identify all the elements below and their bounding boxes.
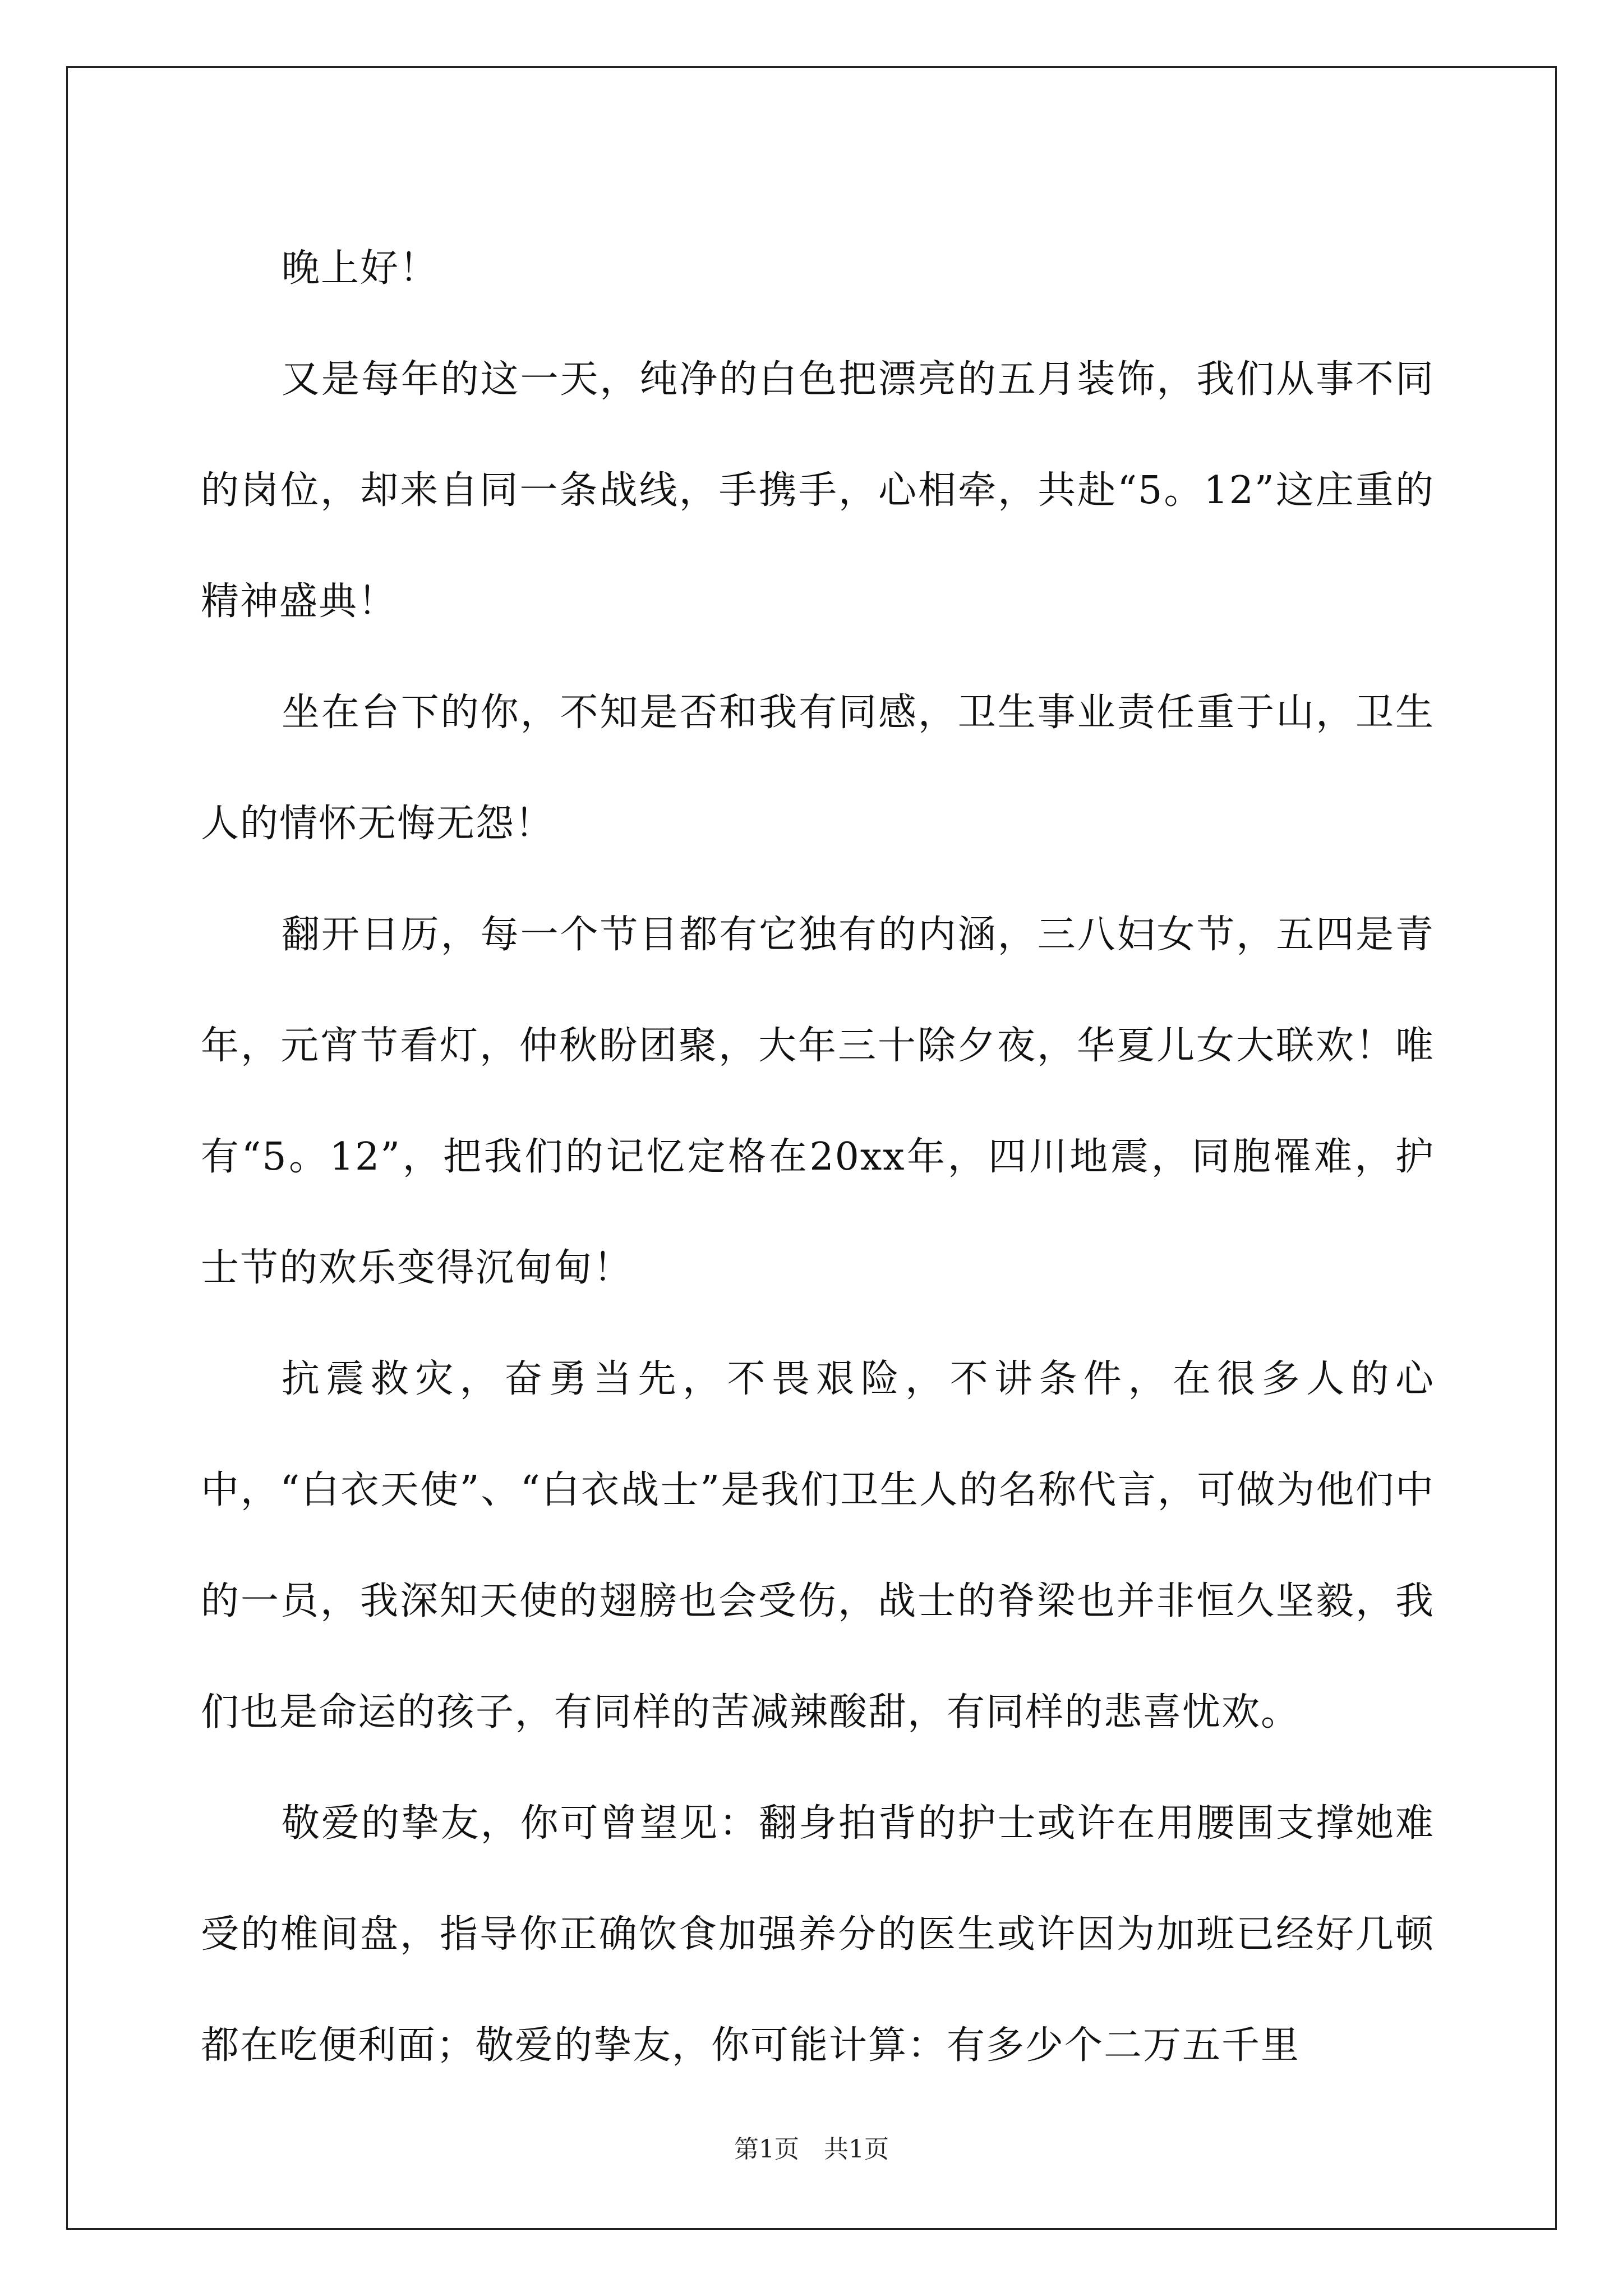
paragraph-5: 敬爱的挚友，你可曾望见：翻身拍背的护士或许在用腰围支撑她难受的椎间盘，指导你正确饮食加强养分的医生或许因为加班已经好几顿都在吃便利面；敬爱的挚友，你可能计算：有多少个二万五千里 (201, 1801, 1435, 2068)
paragraph-4: 抗震救灾，奋勇当先，不畏艰险，不讲条件，在很多人的心中，“白衣天使”、“白衣战士”是我们卫生人的名称代言，可做为他们中的一员，我深知天使的翅膀也会受伤，战士的脊梁也并非恒久坚毅，我们也是命运的孩子，有同样的苦减辣酸甜，有同样的悲喜忧欢。 (201, 1357, 1435, 1734)
paragraph-2: 坐在台下的你，不知是否和我有同感，卫生事业责任重于山，卫生人的情怀无悔无怨！ (201, 691, 1435, 846)
document-body (201, 213, 1435, 2101)
paragraph-1: 又是每年的这一天，纯净的白色把漂亮的五月装饰，我们从事不同的岗位，却来自同一条战线，手携手，心相牵，共赴“5。12”这庄重的精神盛典！ (201, 357, 1435, 624)
page-footer: 第1页 共1页 (734, 2135, 889, 2164)
paragraph-3: 翻开日历，每一个节目都有它独有的内涵，三八妇女节，五四是青年，元宵节看灯，仲秋盼团聚，大年三十除夕夜，华夏儿女大联欢！唯有“5。12”，把我们的记忆定格在20xx年，四川地震，同胞罹难，护士节的欢乐变得沉甸甸！ (201, 913, 1435, 1290)
paragraph-greeting: 晚上好！ (282, 246, 439, 291)
